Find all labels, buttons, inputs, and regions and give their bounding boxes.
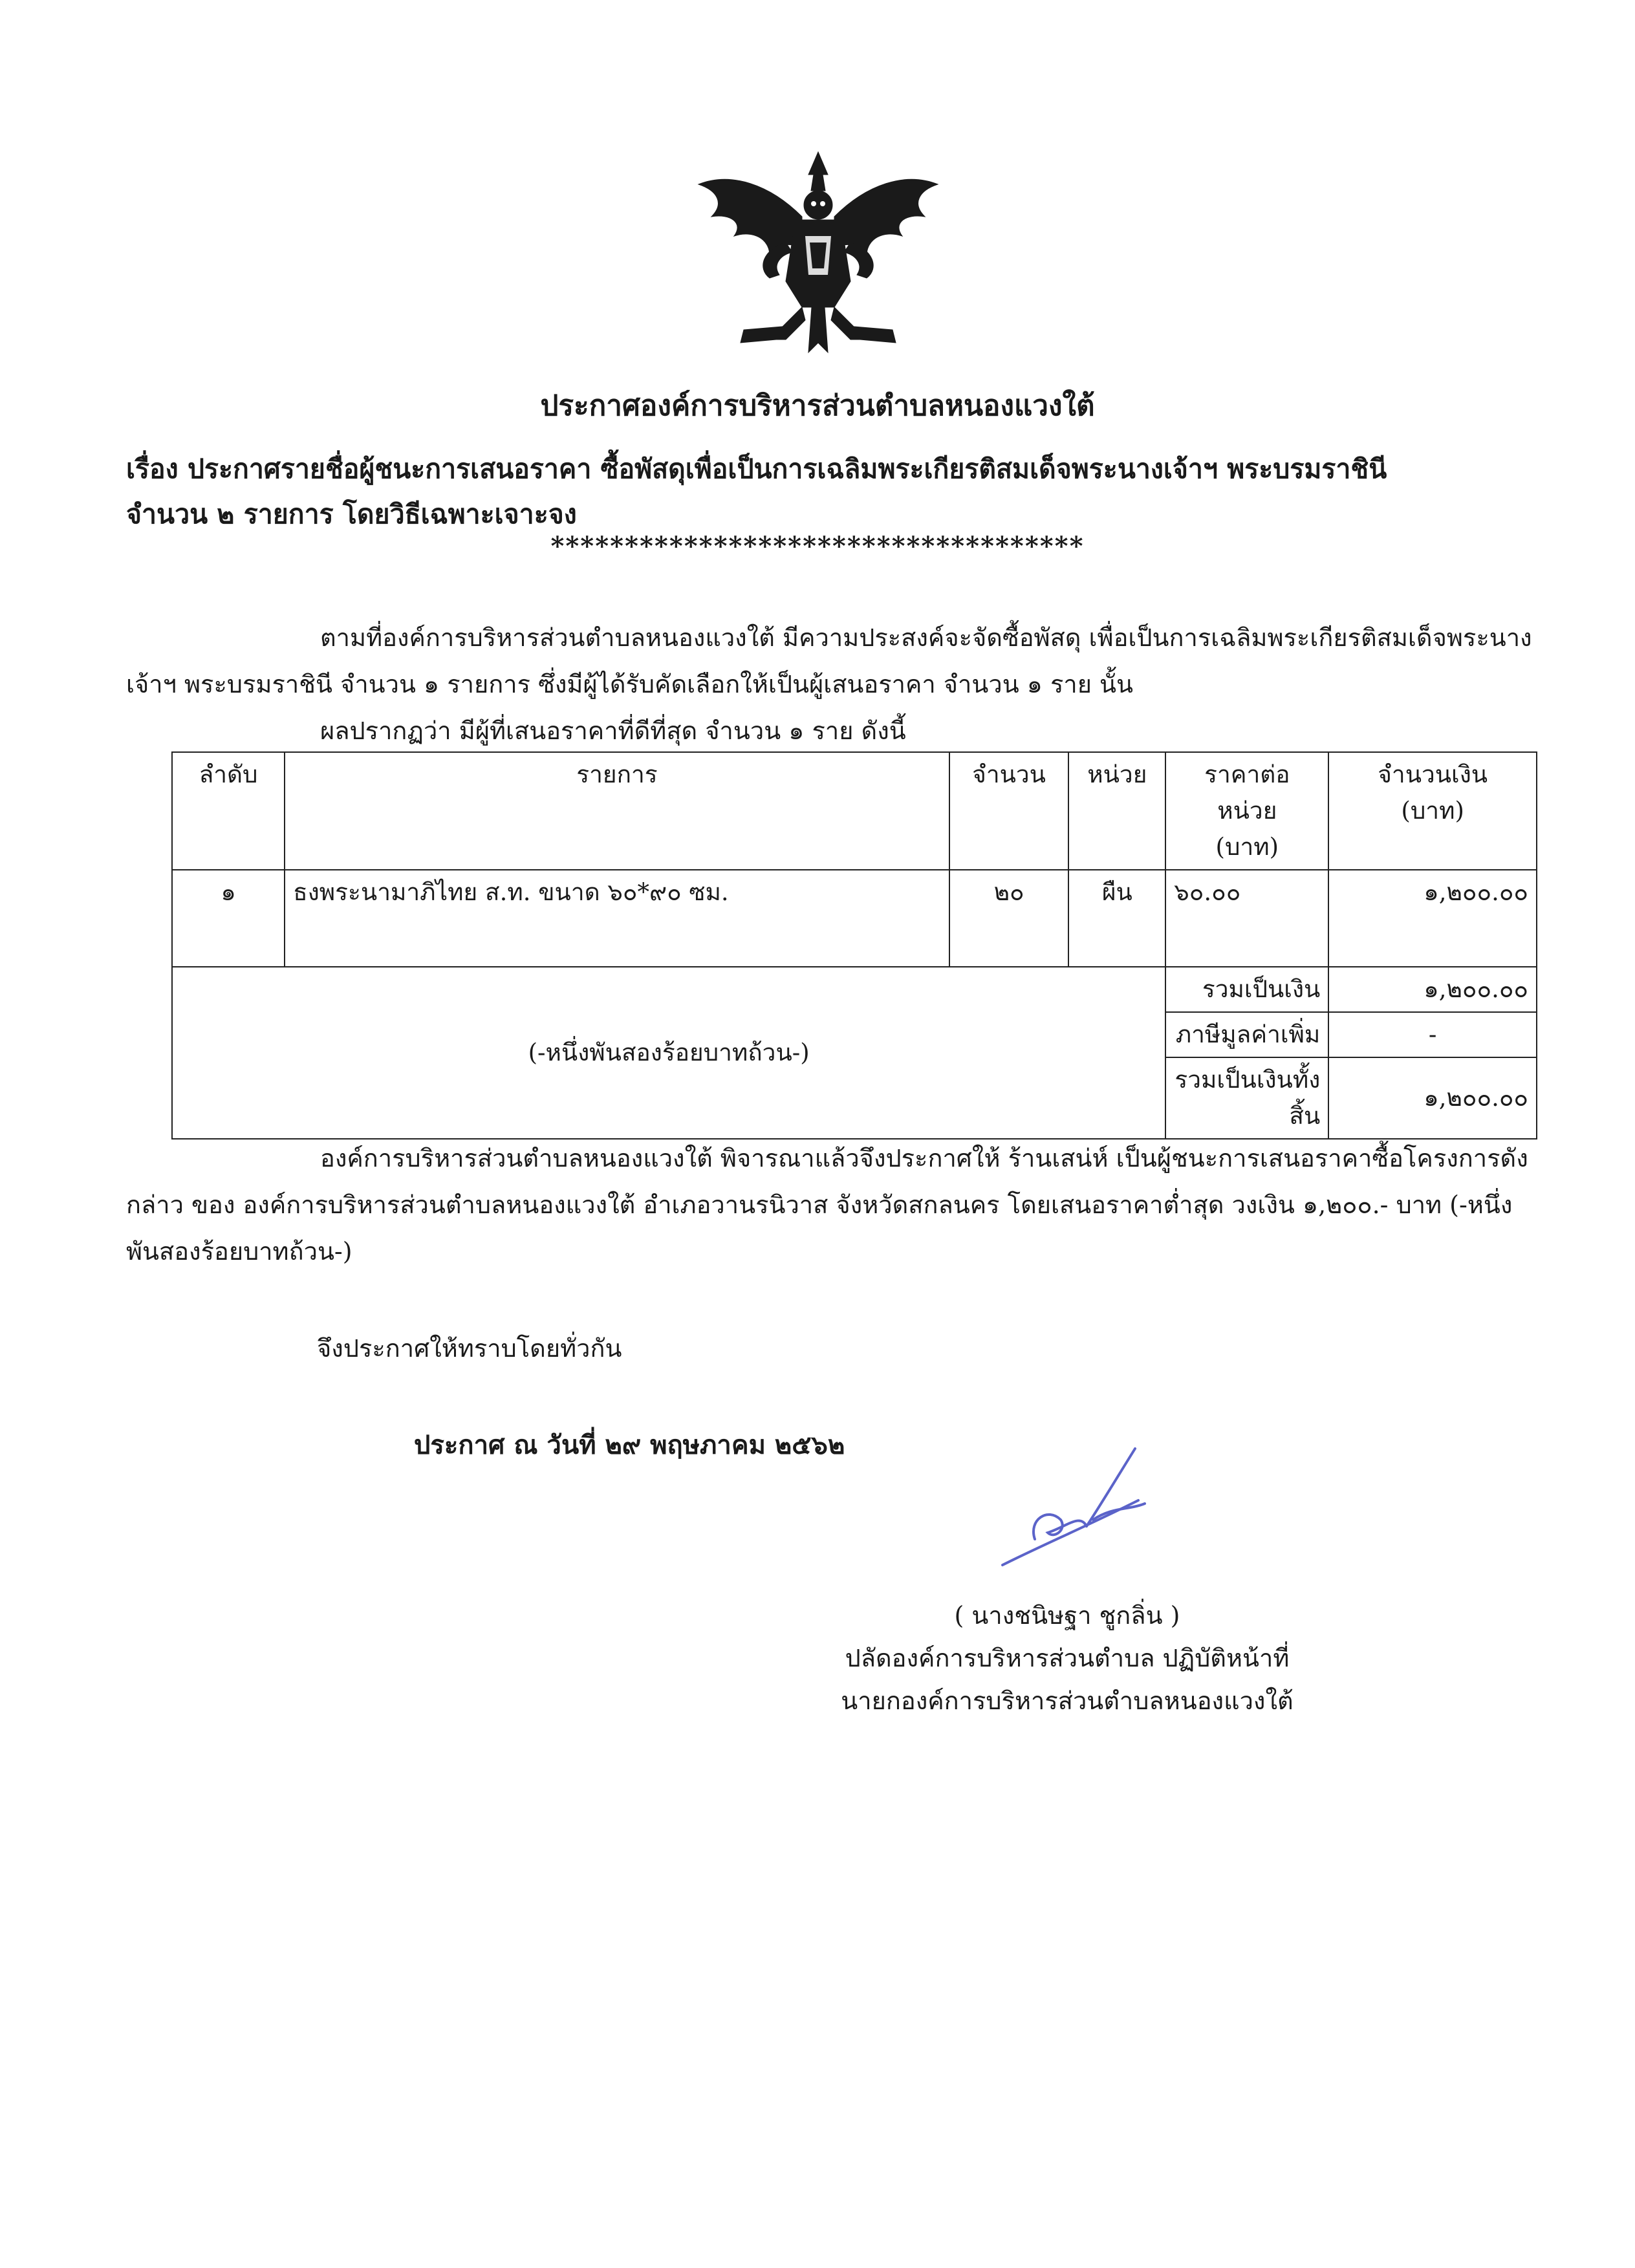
row-amount: ๑,๒๐๐.๐๐ (1328, 870, 1537, 967)
header-unit-price-line-3: (บาท) (1215, 833, 1279, 861)
table-row (172, 870, 1537, 967)
row-qty: ๒๐ (949, 870, 1069, 967)
signatory-block (744, 1594, 1391, 1722)
signature-icon (990, 1436, 1158, 1584)
summary-label-subtotal: รวมเป็นเงิน (1165, 967, 1328, 1012)
separator: ************************************ (550, 531, 1085, 561)
row-unit: ผืน (1068, 870, 1165, 967)
header-amount-line-2: (บาท) (1401, 797, 1464, 825)
page-title: ประกาศองค์การบริหารส่วนตำบลหนองแวงใต้ (540, 389, 1095, 422)
header-qty: จำนวน (949, 752, 1069, 870)
header-unit-price-line-2: หน่วย (1217, 797, 1277, 825)
signatory-name: ( นางชนิษฐา ชูกลิ่น ) (954, 1601, 1180, 1630)
row-item: ธงพระนามาภิไทย ส.ท. ขนาด ๖๐*๙๐ ซม. (285, 870, 949, 967)
header-unit-price (1165, 752, 1328, 870)
header-unit: หน่วย (1068, 752, 1165, 870)
header-item: รายการ (285, 752, 949, 870)
row-unit-price: ๖๐.๐๐ (1165, 870, 1328, 967)
garuda-emblem-icon (673, 146, 964, 356)
summary-value-subtotal: ๑,๒๐๐.๐๐ (1328, 967, 1537, 1012)
table-header-row (172, 752, 1537, 870)
signatory-position-1: ปลัดองค์การบริหารส่วนตำบล ปฏิบัติหน้าที่ (845, 1644, 1290, 1672)
summary-value-vat: - (1328, 1012, 1537, 1057)
subject-line-1: เรื่อง ประกาศรายชื่อผู้ชนะการเสนอราคา ซื้อพัสดุเพื่อเป็นการเฉลิมพระเกียรติสมเด็จพระนางเจ้าฯ พระบรมราชินี (126, 453, 1387, 484)
summary-row-subtotal (172, 967, 1537, 1012)
announce-date: ประกาศ ณ วันที่ ๒๙ พฤษภาคม ๒๕๖๒ (414, 1430, 845, 1460)
header-amount-line-1: จำนวนเงิน (1378, 761, 1488, 788)
summary-label-vat: ภาษีมูลค่าเพิ่ม (1165, 1012, 1328, 1057)
subject-line-2: จำนวน ๒ รายการ โดยวิธีเฉพาะเจาะจง (126, 499, 577, 530)
amount-in-words: (-หนึ่งพันสองร้อยบาทถ้วน-) (172, 967, 1165, 1139)
signatory-position-2: นายกองค์การบริหารส่วนตำบลหนองแวงใต้ (841, 1687, 1294, 1715)
result-line: ผลปรากฏว่า มีผู้ที่เสนอราคาที่ดีที่สุด จำนวน ๑ ราย ดังนี้ (320, 717, 906, 745)
summary-label-total: รวมเป็นเงินทั้งสิ้น (1165, 1057, 1328, 1139)
header-amount (1328, 752, 1537, 870)
award-paragraph: องค์การบริหารส่วนตำบลหนองแวงใต้ พิจารณาแล้วจึงประกาศให้ ร้านเสน่ห์ เป็นผู้ชนะการเสนอราคาซื้อโครงการดังกล่าว ของ องค์การบริหารส่วนตำบลหนองแวงใต้ อำเภอวานรนิวาส จังหวัดสกลนคร โดยเสนอราคาต่ำสุด วงเงิน ๑,๒๐๐.- บาท (-หนึ่งพันสองร้อยบาทถ้วน-) (126, 1144, 1528, 1266)
row-no: ๑ (172, 870, 285, 967)
items-table (171, 751, 1537, 1139)
header-unit-price-line-1: ราคาต่อ (1204, 761, 1290, 788)
summary-value-total: ๑,๒๐๐.๐๐ (1328, 1057, 1537, 1139)
closing-line: จึงประกาศให้ทราบโดยทั่วกัน (317, 1334, 622, 1363)
intro-paragraph: ตามที่องค์การบริหารส่วนตำบลหนองแวงใต้ มีความประสงค์จะจัดซื้อพัสดุ เพื่อเป็นการเฉลิมพระเกียรติสมเด็จพระนางเจ้าฯ พระบรมราชินี จำนวน ๑ รายการ ซึ่งมีผู้ได้รับคัดเลือกให้เป็นผู้เสนอราคา จำนวน ๑ ราย นั้น (126, 623, 1532, 698)
subject (126, 446, 1536, 537)
header-no: ลำดับ (172, 752, 285, 870)
